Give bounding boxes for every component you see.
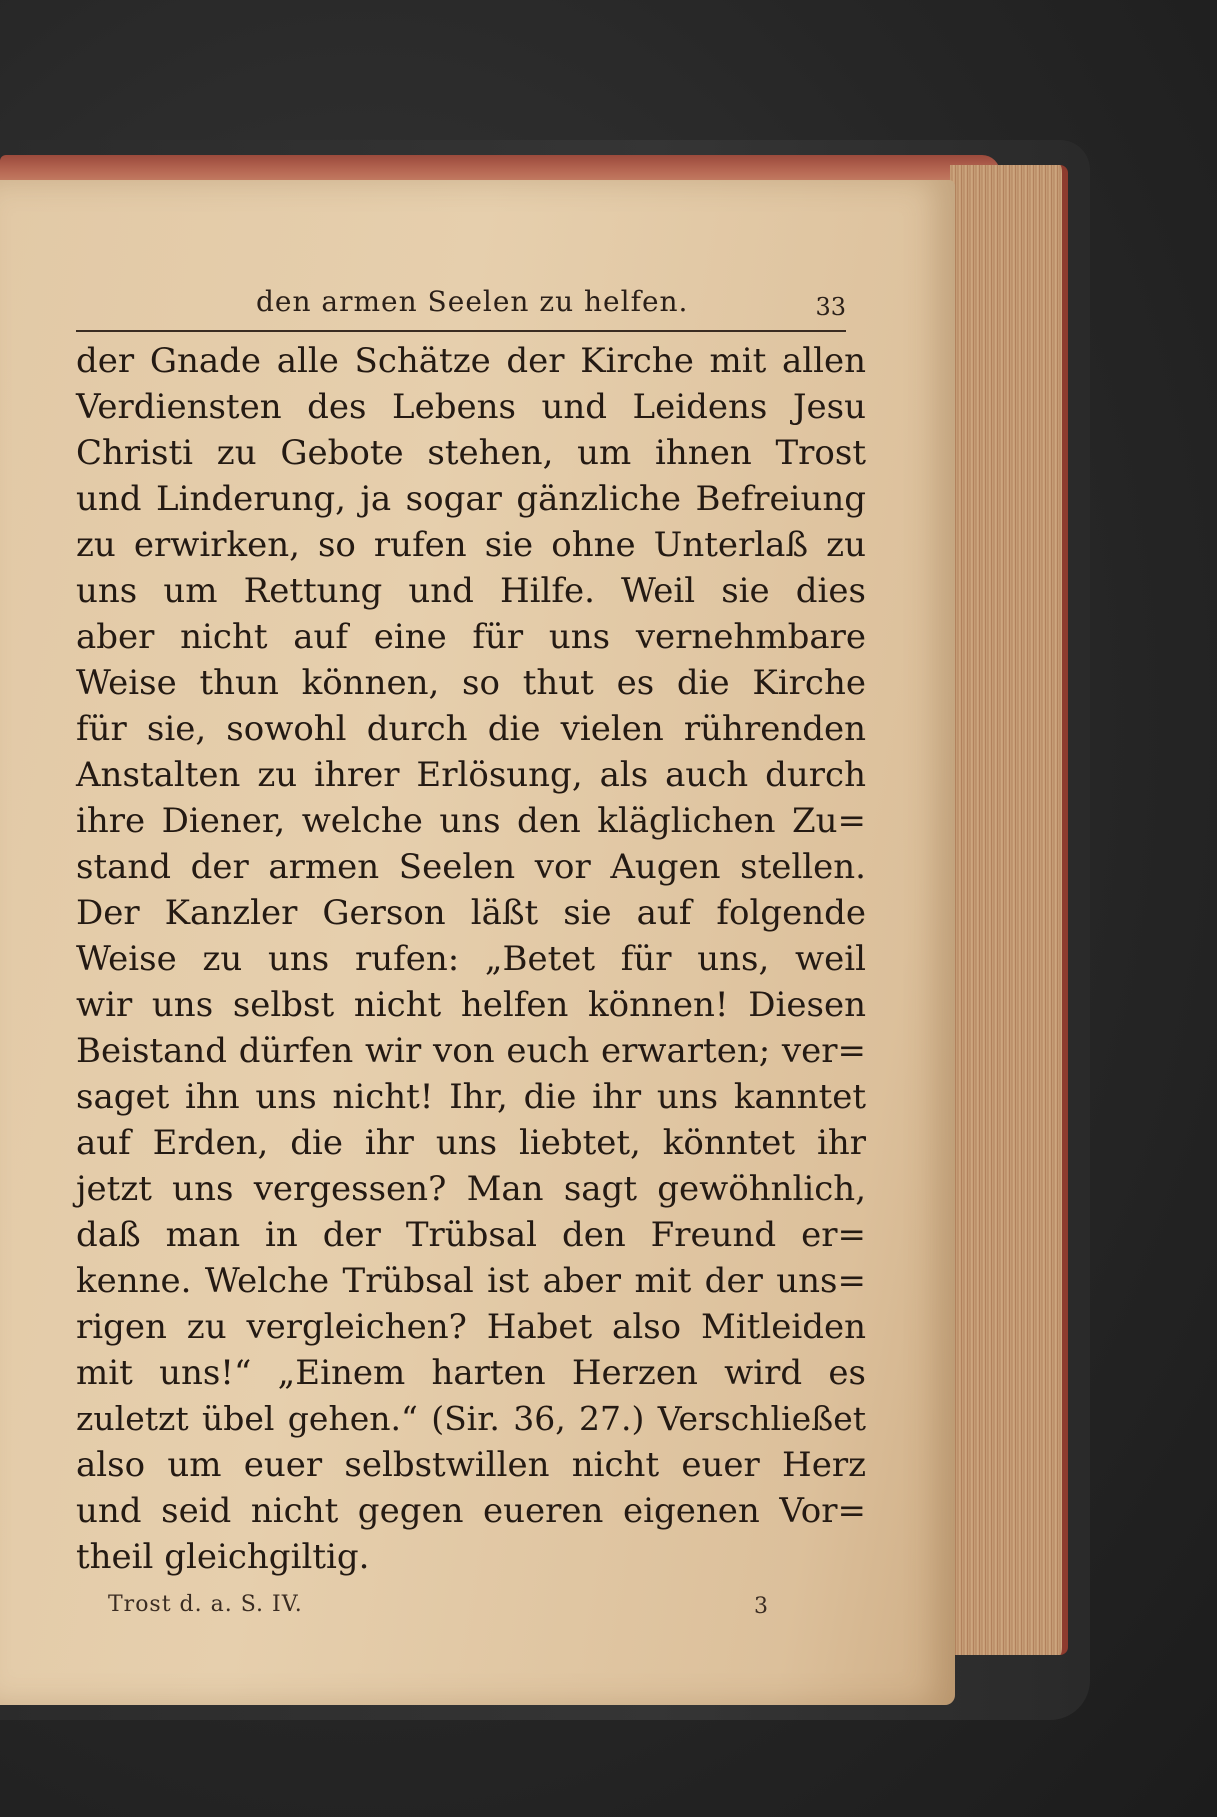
- running-title: den armen Seelen zu helfen.: [256, 285, 689, 318]
- text-line: zu erwirken, so rufen sie ohne Unterlaß zu: [76, 525, 866, 565]
- text-line: auf Erden, die ihr uns liebtet, könntet ihr: [76, 1123, 866, 1163]
- text-line: daß man in der Trübsal den Freund er=: [76, 1215, 866, 1255]
- text-line: der Gnade alle Schätze der Kirche mit allen: [76, 341, 866, 381]
- text-line: ihre Diener, welche uns den kläglichen Zu=: [76, 801, 866, 841]
- text-line: stand der armen Seelen vor Augen stellen.: [76, 847, 866, 887]
- text-line: wir uns selbst nicht helfen können! Diesen: [76, 985, 866, 1025]
- page-footer: [108, 1592, 768, 1622]
- text-line: Der Kanzler Gerson läßt sie auf folgende: [76, 893, 866, 933]
- header-rule: [76, 330, 846, 332]
- text-line: Beistand dürfen wir von euch erwarten; ver=: [76, 1031, 866, 1071]
- text-line: jetzt uns vergessen? Man sagt gewöhnlich,: [76, 1169, 866, 1209]
- text-line: Weise thun können, so thut es die Kirche: [76, 663, 866, 703]
- page-block-edge: [950, 165, 1068, 1655]
- running-head: [76, 285, 846, 325]
- text-line: saget ihn uns nicht! Ihr, die ihr uns kanntet: [76, 1077, 866, 1117]
- text-line: Weise zu uns rufen: „Betet für uns, weil: [76, 939, 866, 979]
- text-line: und Linderung, ja sogar gänzliche Befreiung: [76, 479, 866, 519]
- text-line: rigen zu vergleichen? Habet also Mitleiden: [76, 1307, 866, 1347]
- sheet-number: 3: [754, 1594, 768, 1619]
- text-line: aber nicht auf eine für uns vernehmbare: [76, 617, 866, 657]
- text-line: Christi zu Gebote stehen, um ihnen Trost: [76, 433, 866, 473]
- text-line-last: theil gleichgiltig.: [76, 1537, 370, 1577]
- text-line: mit uns!“ „Einem harten Herzen wird es: [76, 1353, 866, 1393]
- text-line: und seid nicht gegen eueren eigenen Vor=: [76, 1491, 866, 1531]
- text-line: kenne. Welche Trübsal ist aber mit der uns=: [76, 1261, 866, 1301]
- text-line: für sie, sowohl durch die vielen rührenden: [76, 709, 866, 749]
- text-line: also um euer selbstwillen nicht euer Herz: [76, 1445, 866, 1485]
- text-line: Verdiensten des Lebens und Leidens Jesu: [76, 387, 866, 427]
- signature-mark: Trost d. a. S. IV.: [108, 1592, 303, 1617]
- text-line: uns um Rettung und Hilfe. Weil sie dies: [76, 571, 866, 611]
- text-line: zuletzt übel gehen.“ (Sir. 36, 27.) Verschließet: [76, 1399, 866, 1438]
- page-number: 33: [815, 293, 846, 321]
- text-line: Anstalten zu ihrer Erlösung, als auch durch: [76, 755, 866, 795]
- body-text: [76, 338, 866, 1580]
